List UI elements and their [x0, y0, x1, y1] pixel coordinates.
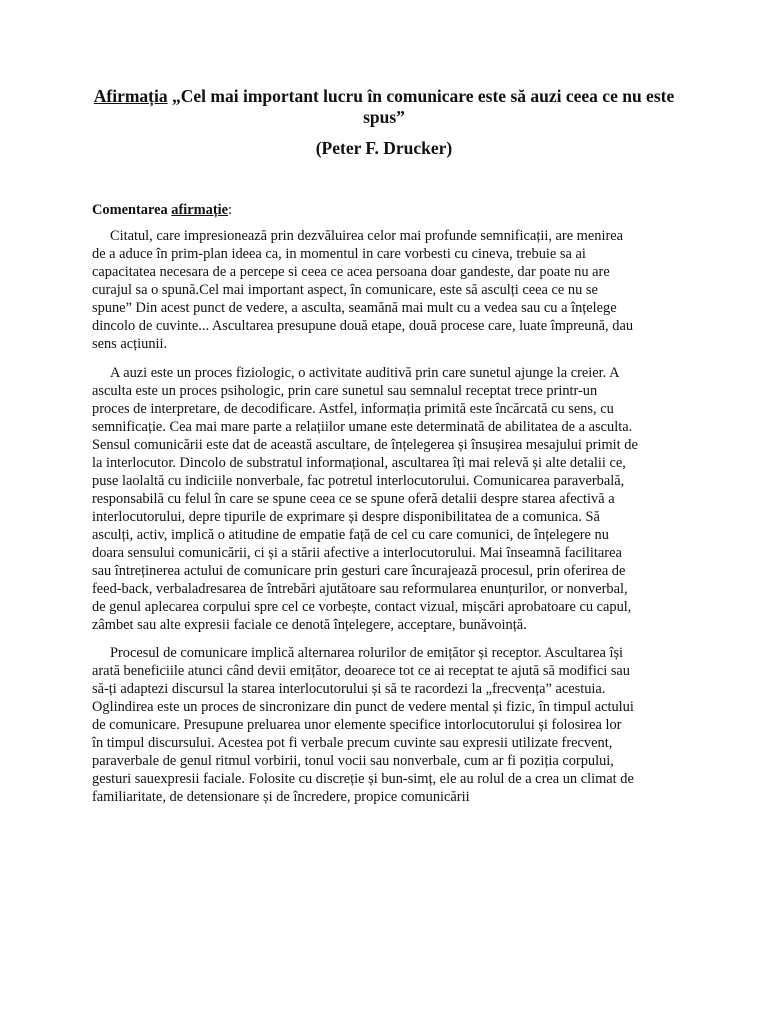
- paragraph-line: de genul aplecarea corpului spre cel ce vorbește, contact vizual, mișcări aprobatoare cu capul,: [92, 599, 632, 615]
- paragraph-1: [92, 227, 680, 353]
- paragraph-line: arată beneficiile atunci când devii emițător, deoarece tot ce ai receptat te ajută să modifici sau: [92, 663, 630, 679]
- title-line-2: spus”: [363, 107, 405, 127]
- paragraph-line: feed-back, verbaladresarea de întrebări ajutătoare sau reformularea enunțurilor, or nonverbal,: [92, 581, 628, 597]
- paragraph-line: Oglindirea este un proces de sincronizare din punct de vedere mental și fizic, în timpul actului: [92, 699, 634, 715]
- paragraph-line: dincolo de cuvinte... Ascultarea presupune două etape, două procese care, luate împreună, dau: [92, 318, 634, 334]
- paragraph-line: gesturi sauexpresii faciale. Folosite cu discreție și bun-simț, ele au rolul de a crea un climat de: [92, 771, 634, 787]
- paragraph-line: paraverbale de genul ritmul vorbirii, tonul vocii sau nonverbale, cum ar fi poziția corpului,: [92, 753, 614, 769]
- title-rest: „Cel mai important lucru în comunicare este să auzi ceea ce nu este: [167, 86, 675, 106]
- paragraph-line: de comunicare. Presupune preluarea unor elemente specifice intorlocutorului și folosirea lor: [92, 717, 622, 733]
- paragraph-line: responsabilă cu felul în care se spune ceea ce se spune oferă detalii despre starea afectivă a: [92, 491, 615, 507]
- quote-author: (Peter F. Drucker): [315, 138, 453, 158]
- paragraph-line: în timpul discursului. Acestea pot fi verbale precum cuvinte sau expresii utilizate frecvent,: [92, 735, 613, 751]
- paragraph-line: spune” Din acest punct de vedere, a asculta, seamănă mai mult cu a vedea sau cu a înțelege: [92, 300, 617, 316]
- paragraph-line: Citatul, care impresionează prin dezvăluirea celor mai profunde semnificații, are menirea: [110, 228, 624, 244]
- paragraph-line: curajul sa o spună.Cel mai important aspect, în comunicare, este să asculți ceea ce nu se: [92, 282, 598, 298]
- section-heading: [92, 201, 676, 219]
- paragraph-line: interlocutorului, depre tipurile de exprimare și despre disponibilitatea de a comunica. Să: [92, 509, 600, 525]
- paragraph-line: capacitatea necesara de a percepe si ceea ce acea persoana doar gandeste, dar poate nu are: [92, 264, 610, 280]
- paragraph-line: sens acțiunii.: [92, 336, 168, 352]
- paragraph-line: de a aduce în prim-plan ideea ca, in momentul in care vorbesti cu cineva, trebuie sa ai: [92, 246, 586, 262]
- paragraph-line: Procesul de comunicare implică alternarea rolurilor de emițător și receptor. Ascultarea își: [110, 645, 624, 661]
- paragraph-3: [92, 644, 680, 806]
- paragraph-line: A auzi este un proces fiziologic, o activitate auditivă prin care sunetul ajunge la creier. A: [110, 365, 620, 381]
- document-title: [92, 86, 676, 128]
- paragraph-line: să-ți adaptezi discursul la starea interlocutorului și să te racordezi la „frecvența” acestuia.: [92, 681, 606, 697]
- heading-bold: [92, 202, 228, 218]
- paragraph-line: familiaritate, de detensionare și de încredere, propice comunicării: [92, 789, 470, 805]
- paragraph-line: la interlocutor. Dincolo de substratul informațional, ascultarea îți mai relevă și alte detalii ce,: [92, 455, 626, 471]
- paragraph-line: proces de interpretare, de decodificare. Astfel, informația primită este încărcată cu sens, cu: [92, 401, 614, 417]
- paragraph-line: zâmbet sau alte expresii faciale ce denotă înțelegere, acceptare, bunăvoință.: [92, 617, 527, 633]
- paragraph-2: [92, 364, 680, 634]
- paragraph-line: Sensul comunicării este dat de această ascultare, de înțelegerea și însușirea mesajului primit de: [92, 437, 638, 453]
- title-first-word: Afirmația: [93, 86, 168, 106]
- paragraph-line: semnificație. Cea mai mare parte a relațiilor umane este determinată de abilitatea de a asculta.: [92, 419, 633, 435]
- heading-underlined: afirmație: [171, 202, 228, 218]
- paragraph-line: sau întreținerea actului de comunicare prin gesturi care încurajează procesul, prin oferirea de: [92, 563, 626, 579]
- paragraph-line: asculta este un proces psihologic, prin care sunetul sau semnalul receptat trece printr-un: [92, 383, 598, 399]
- paragraph-line: asculți, activ, implică o atitudine de empatie față de cel cu care comunici, de înțelegere nu: [92, 527, 609, 543]
- heading-tail: :: [228, 202, 232, 218]
- heading-bold-text: Comentarea: [92, 202, 172, 218]
- paragraph-line: doara sensului comunicării, ci și a stării afective a interlocutorului. Mai înseamnă facilitarea: [92, 545, 622, 561]
- title-line-1: [92, 86, 676, 107]
- paragraph-line: puse laolaltă cu indiciile nonverbale, fac potretul interlocutorului. Comunicarea paraverbală,: [92, 473, 625, 489]
